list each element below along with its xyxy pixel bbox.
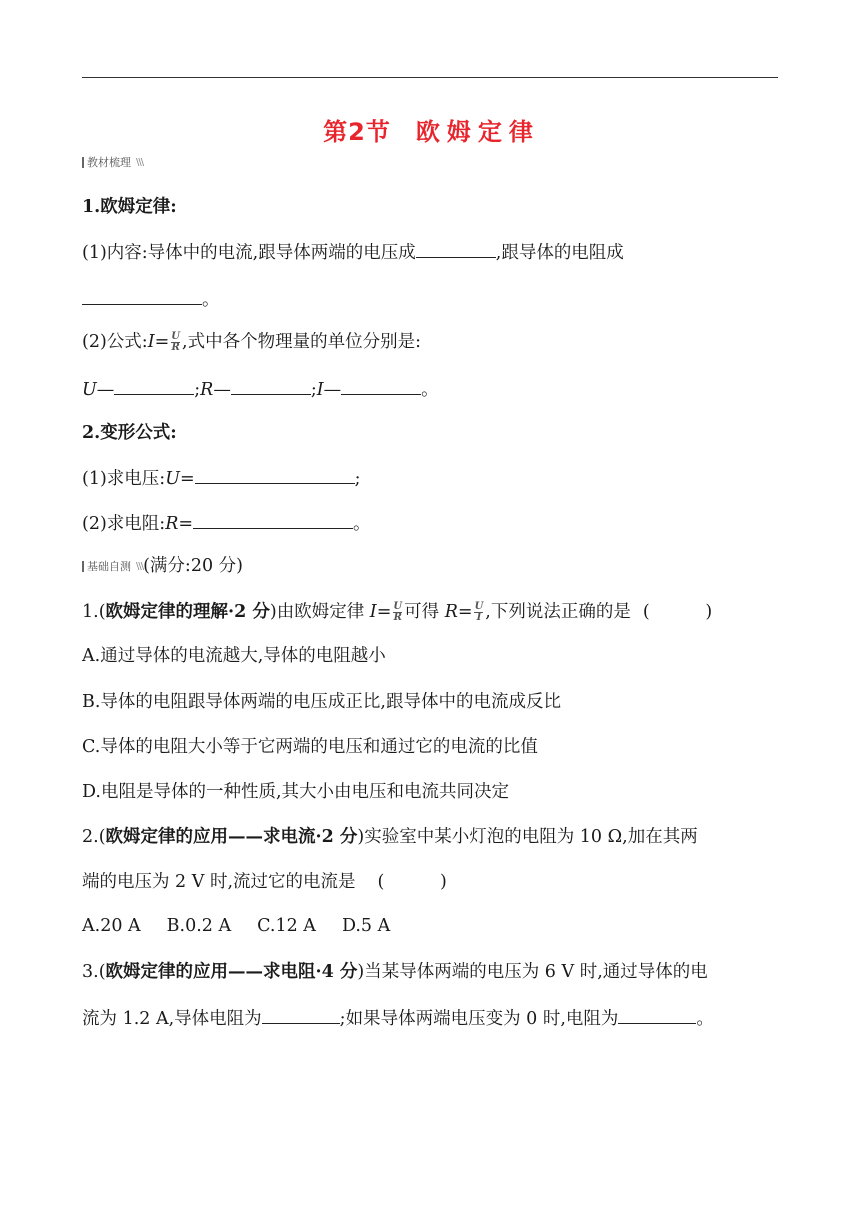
content-text: ,跟导体的电阻成 <box>495 243 624 263</box>
section-tag-textbook <box>82 155 143 169</box>
item2-heading: 2.变形公式: <box>82 423 177 443</box>
var-r: R <box>165 514 179 534</box>
q2-option-a[interactable]: A.20 A <box>82 916 141 936</box>
var-u: U <box>165 469 180 489</box>
answer-blank[interactable] <box>341 376 421 395</box>
content-text: 。 <box>202 290 220 310</box>
question-tag: 欧姆定律的应用——求电流·2 分 <box>105 827 358 847</box>
item1-content-line <box>82 239 624 265</box>
content-text: (1)内容:导体中的电流,跟导体两端的电压成 <box>82 243 416 263</box>
section-tag-label: 基础自测 <box>87 559 131 573</box>
item1-content-line-2 <box>82 286 220 312</box>
question-tag: 欧姆定律的理解·2 分 <box>105 602 270 622</box>
q1-option-d[interactable]: D.电阻是导体的一种性质,其大小由电压和电流共同决定 <box>82 782 510 802</box>
title-char: 欧 <box>415 118 441 146</box>
item1-formula-line <box>82 330 421 354</box>
item2-voltage-line: (1)求电压:U= ; <box>82 465 361 491</box>
var-u: U <box>82 380 97 400</box>
q2-option-c[interactable]: C.12 A <box>257 916 316 936</box>
tag-slashes-icon: \\\ <box>136 560 144 572</box>
question-2: 2.(欧姆定律的应用——求电流·2 分)实验室中某小灯泡的电阻为 10 Ω,加在其两 <box>82 827 698 847</box>
title-prefix: 第 <box>323 118 349 146</box>
var-r: R <box>444 602 458 622</box>
answer-blank[interactable] <box>82 286 202 305</box>
question-tag: 欧姆定律的应用——求电阻·4 分 <box>105 962 358 982</box>
section-tag-basic-test <box>82 554 243 579</box>
q2-options <box>82 914 390 938</box>
section-tag-label: 教材梳理 <box>87 156 131 169</box>
var-i: I <box>316 380 324 400</box>
tag-bar-icon <box>82 561 84 572</box>
score-note: (满分:20 分) <box>143 556 243 576</box>
answer-parentheses[interactable]: ( ) <box>377 872 447 892</box>
q1-option-a[interactable]: A.通过导体的电流越大,导体的电阻越小 <box>82 646 386 666</box>
q1-option-b[interactable]: B.导体的电阻跟导体两端的电压成正比,跟导体中的电流成反比 <box>82 692 561 712</box>
answer-blank[interactable] <box>618 1005 696 1024</box>
question-3: 3.(欧姆定律的应用——求电阻·4 分)当某导体两端的电压为 6 V 时,通过导体的电 <box>82 962 708 982</box>
title-suffix: 节 <box>365 118 391 146</box>
question-1: 1.(欧姆定律的理解·2 分)由欧姆定律 I= $\frac{U}{R}$ 可得 R= $\frac{U}{I}$ ,下列说法正确的是 ( ) <box>82 601 713 623</box>
q2-option-d[interactable]: D.5 A <box>341 916 391 936</box>
tag-slashes-icon: \\\ <box>136 156 144 168</box>
fraction-u-over-r: $\frac{U}{R}$ <box>171 331 181 353</box>
var-i: I <box>147 332 155 352</box>
header-rule <box>82 77 778 78</box>
formula-label: (2)公式: <box>82 332 148 352</box>
var-i: I <box>369 602 377 622</box>
question-2-cont: 端的电压为 2 V 时,流过它的电流是 ( ) <box>82 872 447 892</box>
answer-blank[interactable] <box>114 376 194 395</box>
answer-blank[interactable] <box>416 239 496 258</box>
equals: = <box>154 332 170 352</box>
answer-parentheses[interactable]: ( ) <box>642 602 713 622</box>
page-title <box>0 112 860 147</box>
answer-blank[interactable] <box>262 1005 340 1024</box>
tag-bar-icon <box>82 157 84 168</box>
title-char: 律 <box>508 118 534 146</box>
item1-units-line: U— ;R— ;I— 。 <box>82 376 439 402</box>
formula-text: ,式中各个物理量的单位分别是: <box>182 332 421 352</box>
q2-option-b[interactable]: B.0.2 A <box>166 916 232 936</box>
title-char: 姆 <box>446 118 472 146</box>
answer-blank[interactable] <box>231 376 311 395</box>
title-char: 定 <box>477 118 503 146</box>
title-number: 2 <box>348 118 366 146</box>
answer-blank[interactable] <box>195 465 355 484</box>
item2-resistance-line: (2)求电阻:R= 。 <box>82 510 371 536</box>
question-3-cont: 流为 1.2 A,导体电阻为 ;如果导体两端电压变为 0 时,电阻为 。 <box>82 1005 714 1031</box>
fraction-u-over-r: $\frac{U}{R}$ <box>393 601 403 623</box>
item1-heading: 1.欧姆定律: <box>82 197 177 217</box>
fraction-u-over-i: $\frac{U}{I}$ <box>474 601 484 623</box>
q1-option-c[interactable]: C.导体的电阻大小等于它两端的电压和通过它的电流的比值 <box>82 737 538 757</box>
var-r: R <box>200 380 214 400</box>
answer-blank[interactable] <box>193 510 353 529</box>
